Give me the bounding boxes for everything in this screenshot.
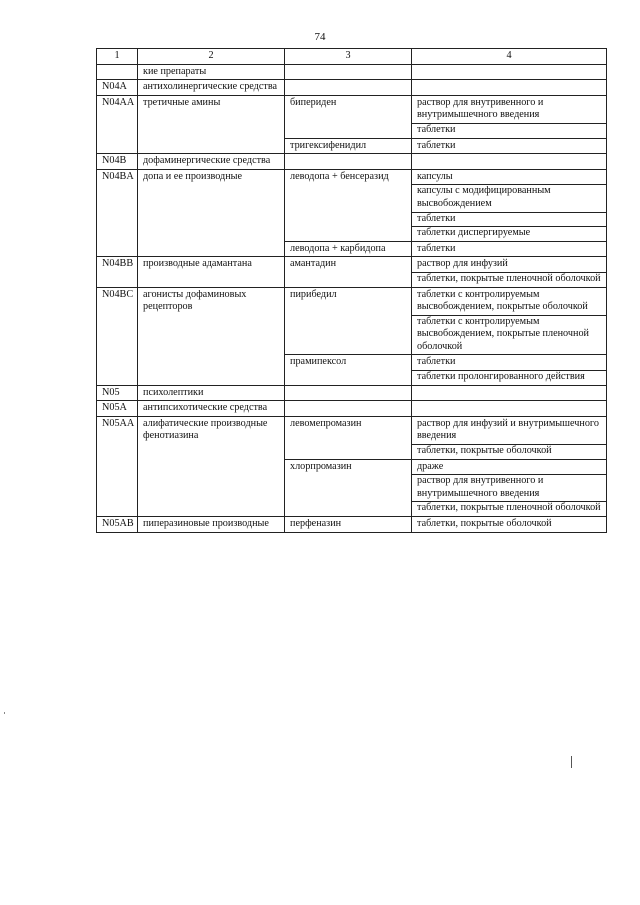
medication-table: [96, 48, 607, 533]
dosage-forms-cell: [412, 95, 607, 138]
atc-code-cell: [97, 64, 138, 80]
dosage-form: таблетки диспергируемые: [412, 226, 606, 240]
table-row: [97, 416, 607, 459]
atc-code-cell: N05A: [97, 401, 138, 417]
drug-name-cell: перфеназин: [285, 517, 412, 533]
dosage-form: раствор для внутривенного и внутримышечного введения: [412, 474, 606, 500]
drug-name-cell: хлорпромазин: [285, 459, 412, 516]
dosage-forms-cell: [412, 355, 607, 385]
table-row: [97, 80, 607, 96]
group-name-cell: допа и ее производные: [138, 169, 285, 257]
drug-name-cell: [285, 64, 412, 80]
dosage-form: раствор для внутривенного и внутримышечного введения: [417, 96, 544, 121]
group-name-cell: дофаминергические средства: [138, 154, 285, 170]
dosage-form: капсулы с модифицированным высвобождением: [412, 184, 606, 210]
dosage-forms-cell: [412, 80, 607, 96]
table-row: [97, 287, 607, 355]
atc-code-cell: N04BA: [97, 169, 138, 257]
drug-name-cell: тригексифенидил: [285, 138, 412, 154]
atc-code-cell: N04B: [97, 154, 138, 170]
table-row: [97, 169, 607, 241]
table-row: [97, 385, 607, 401]
table-row: [97, 401, 607, 417]
drug-name-cell: прамипексол: [285, 355, 412, 385]
group-name-cell: алифатические производные фенотиазина: [138, 416, 285, 516]
column-header: 2: [138, 49, 285, 65]
drug-name-cell: пирибедил: [285, 287, 412, 355]
column-header: 4: [412, 49, 607, 65]
column-header: 1: [97, 49, 138, 65]
atc-code-cell: N05: [97, 385, 138, 401]
dosage-form: таблетки, покрытые оболочкой: [412, 444, 606, 458]
dosage-form: таблетки: [417, 242, 456, 254]
table-row: [97, 95, 607, 138]
column-header: 3: [285, 49, 412, 65]
dosage-forms-cell: [412, 64, 607, 80]
group-name-cell: производные адамантана: [138, 257, 285, 287]
dosage-forms-cell: [412, 416, 607, 459]
drug-name-cell: [285, 401, 412, 417]
atc-code-cell: N05AB: [97, 517, 138, 533]
dosage-form: раствор для инфузий: [417, 258, 508, 270]
dosage-forms-cell: [412, 401, 607, 417]
drug-name-cell: бипериден: [285, 95, 412, 138]
dosage-forms-cell: [412, 241, 607, 257]
dosage-form: таблетки: [412, 123, 606, 137]
page-number: 74: [314, 31, 326, 43]
dosage-form: таблетки с контролируемым высвобождением, покрытые пленочной оболочкой: [412, 315, 606, 354]
dosage-form: таблетки, покрытые оболочкой: [417, 518, 552, 529]
group-name-cell: агонисты дофаминовых рецепторов: [138, 287, 285, 385]
margin-mark: [571, 756, 572, 768]
table-header-row: [97, 49, 607, 65]
dosage-forms-cell: [412, 169, 607, 241]
drug-name-cell: [285, 80, 412, 96]
dosage-form: таблетки: [417, 356, 456, 368]
dosage-forms-cell: [412, 287, 607, 355]
drug-name-cell: левомепромазин: [285, 416, 412, 459]
table-row: [97, 257, 607, 287]
drug-name-cell: амантадин: [285, 257, 412, 287]
scan-artifact: [4, 712, 5, 714]
group-name-cell: третичные амины: [138, 95, 285, 153]
dosage-forms-cell: [412, 517, 607, 533]
group-name-cell: антихолинергические средства: [138, 80, 285, 96]
dosage-forms-cell: [412, 459, 607, 516]
dosage-forms-cell: [412, 385, 607, 401]
dosage-form: таблетки с контролируемым высвобождением, покрытые оболочкой: [417, 288, 588, 313]
group-name-cell: кие препараты: [138, 64, 285, 80]
group-name-cell: антипсихотические средства: [138, 401, 285, 417]
drug-name-cell: [285, 154, 412, 170]
dosage-form: таблетки, покрытые пленочной оболочкой: [412, 272, 606, 286]
dosage-forms-cell: [412, 154, 607, 170]
drug-name-cell: леводопа + бенсеразид: [285, 169, 412, 241]
dosage-forms-cell: [412, 138, 607, 154]
atc-code-cell: N04BC: [97, 287, 138, 385]
atc-code-cell: N04AA: [97, 95, 138, 153]
atc-code-cell: N04A: [97, 80, 138, 96]
dosage-form: таблетки пролонгированного действия: [412, 370, 606, 384]
table-row: [97, 154, 607, 170]
group-name-cell: пиперазиновые производные: [138, 517, 285, 533]
atc-code-cell: N04BB: [97, 257, 138, 287]
dosage-form: раствор для инфузий и внутримышечного введения: [417, 417, 599, 442]
dosage-forms-cell: [412, 257, 607, 287]
dosage-form: таблетки: [412, 212, 606, 226]
dosage-form: драже: [417, 460, 444, 472]
atc-code-cell: N05AA: [97, 416, 138, 516]
table-row: [97, 64, 607, 80]
table-row: [97, 517, 607, 533]
drug-name-cell: леводопа + карбидопа: [285, 241, 412, 257]
dosage-form: таблетки: [417, 139, 456, 151]
dosage-form: таблетки, покрытые пленочной оболочкой: [412, 501, 606, 515]
dosage-form: капсулы: [417, 170, 453, 182]
drug-name-cell: [285, 385, 412, 401]
group-name-cell: психолептики: [138, 385, 285, 401]
